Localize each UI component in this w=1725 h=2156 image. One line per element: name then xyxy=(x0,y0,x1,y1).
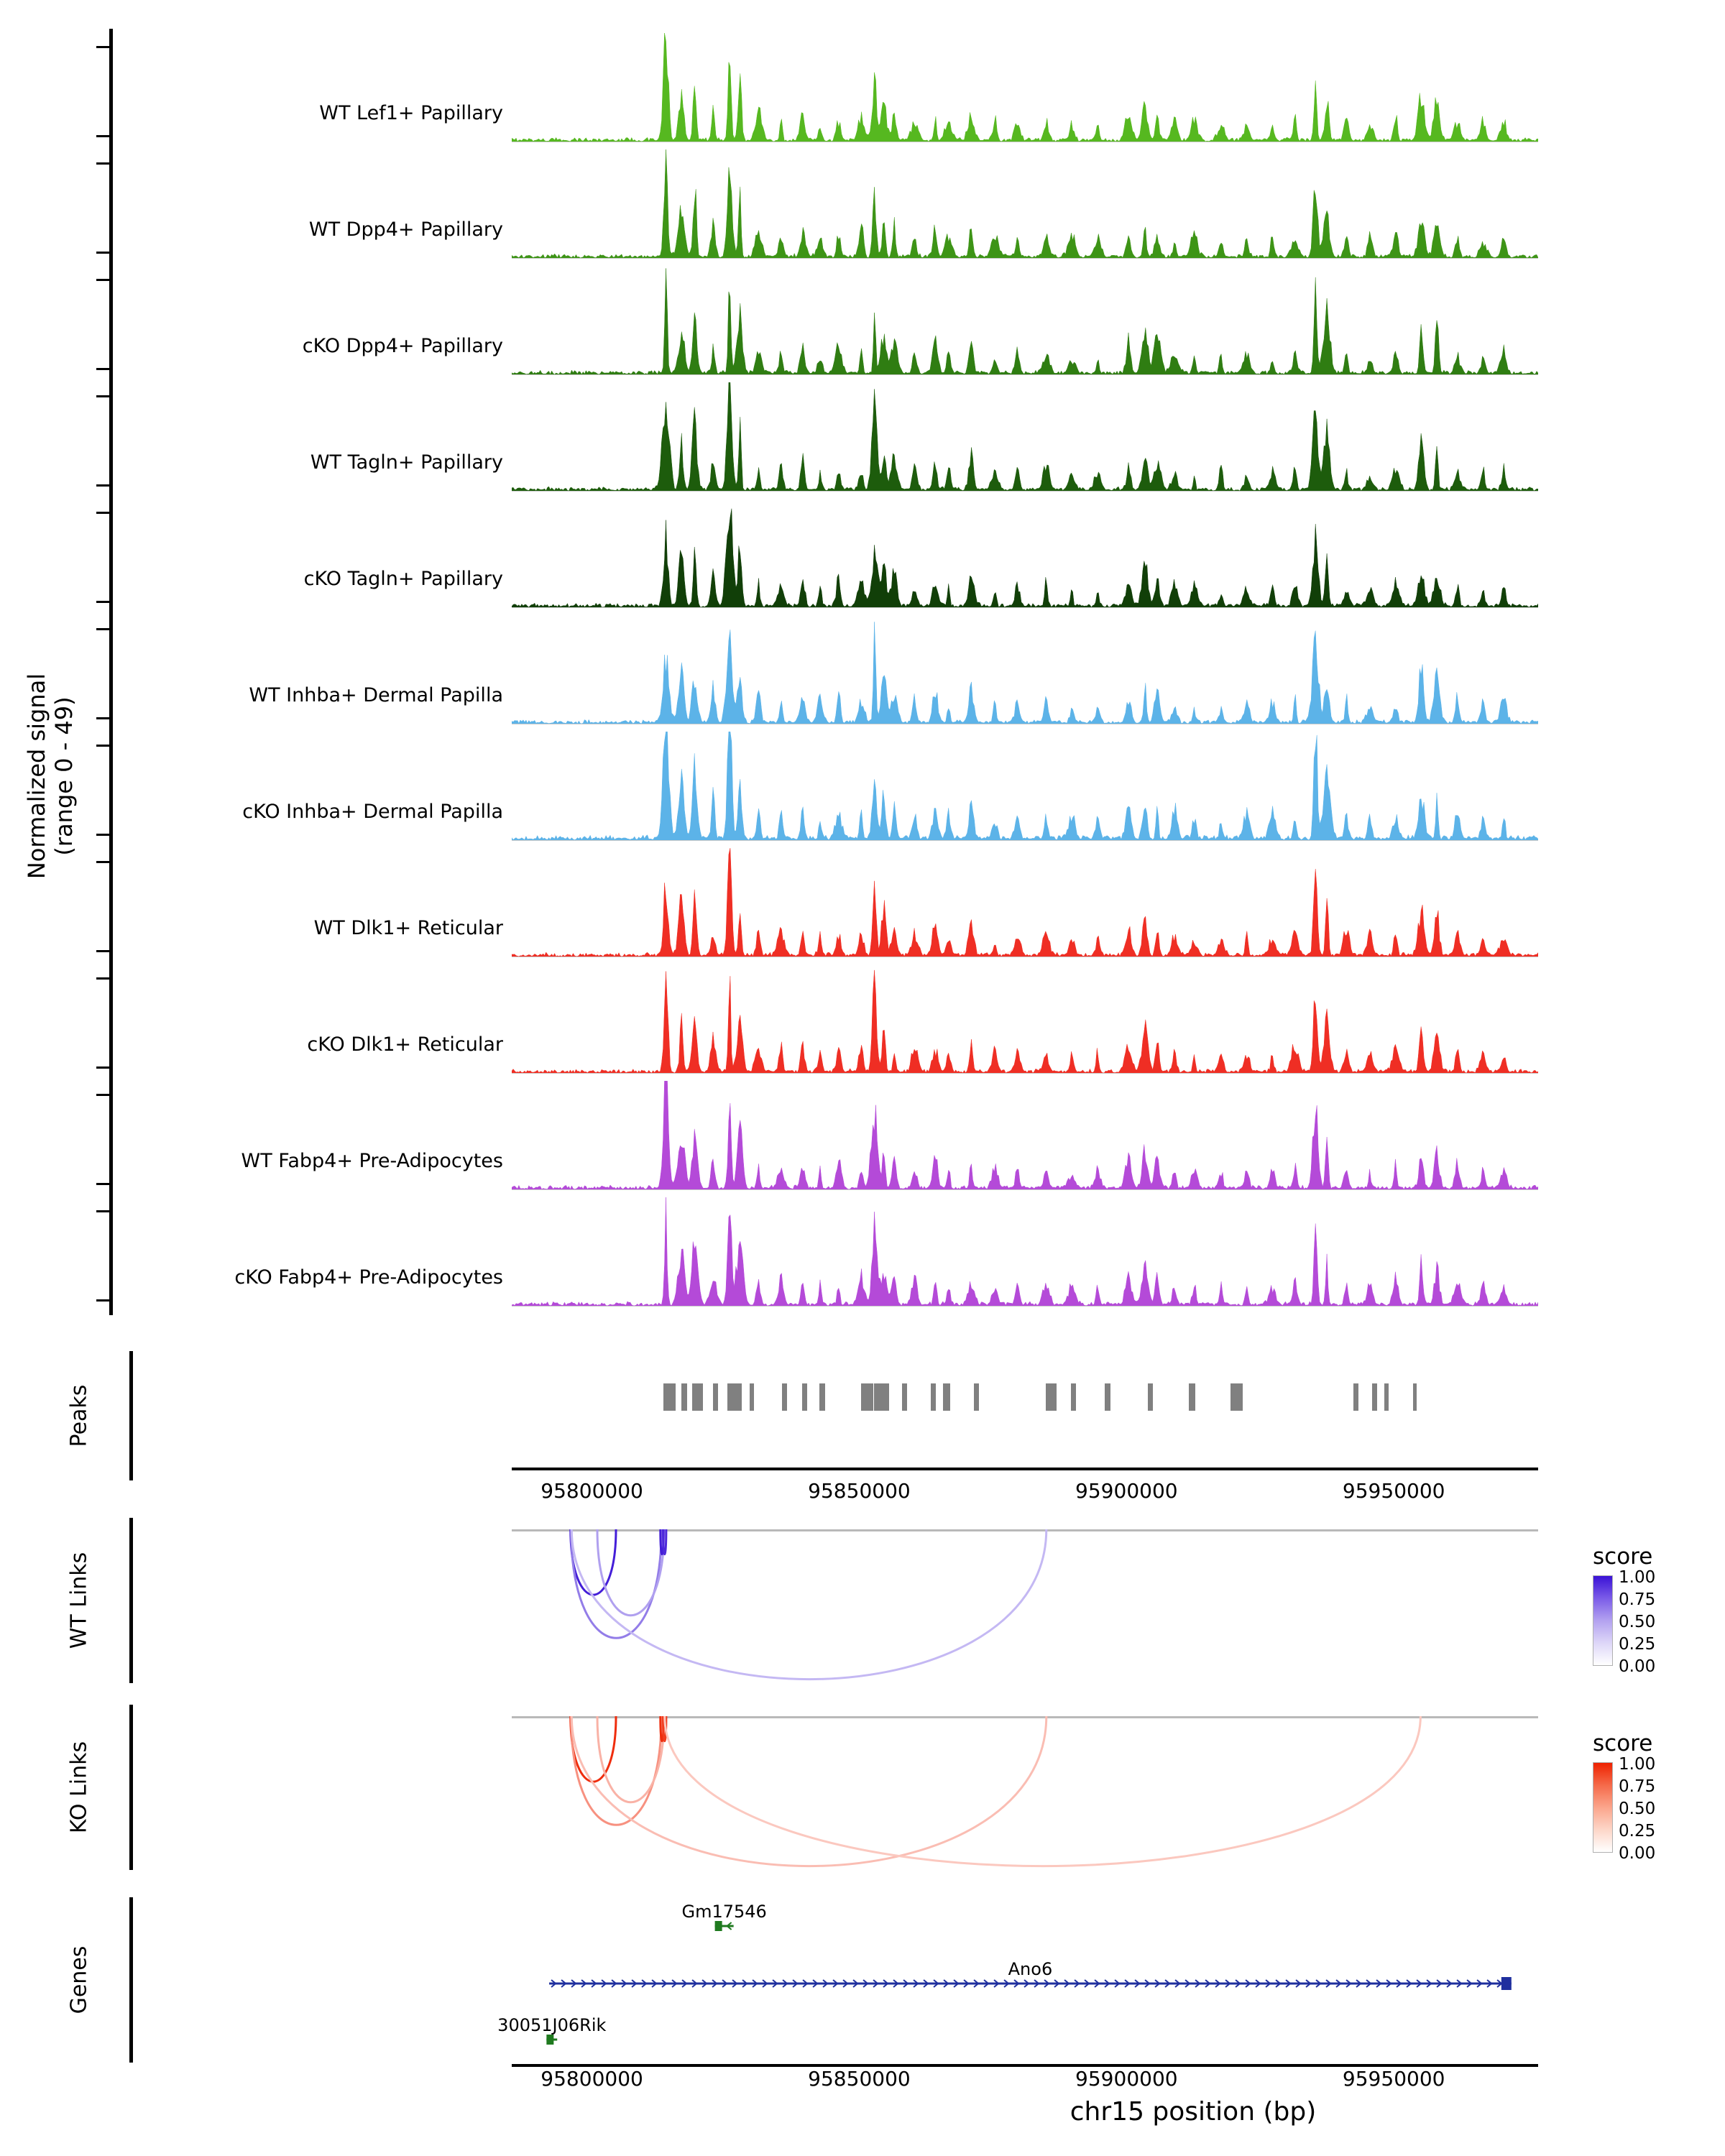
coverage-tick-6-0 xyxy=(96,745,109,747)
x-tick-label-bottom-3: 95950000 xyxy=(1342,2067,1445,2091)
gene-label-Gm17546: Gm17546 xyxy=(681,1902,767,1922)
peak-block xyxy=(1105,1383,1110,1411)
coverage-tick-0-0 xyxy=(96,46,109,48)
genes-panel-label: Genes xyxy=(66,1945,92,2014)
genes-track xyxy=(512,1897,1538,2064)
track-baseline-2 xyxy=(512,374,1538,376)
track-label-2: cKO Dpp4+ Papillary xyxy=(302,335,503,357)
coverage-tick-7-1 xyxy=(96,950,109,952)
wt-links-panel-label: WT Links xyxy=(66,1552,92,1649)
x-tick-label-top-1: 95850000 xyxy=(808,1479,911,1503)
ko-link-arc xyxy=(597,1716,664,1802)
ko-score-legend-title: score xyxy=(1593,1731,1653,1756)
coverage-tick-8-1 xyxy=(96,1067,109,1069)
peak-block xyxy=(1230,1383,1243,1411)
x-axis-line-top xyxy=(512,1468,1538,1470)
wt-link-arc xyxy=(571,1529,1046,1680)
genes-panel-divider xyxy=(129,1897,133,2063)
coverage-tick-1-0 xyxy=(96,162,109,165)
track-baseline-10 xyxy=(512,1306,1538,1307)
ko-link-arc xyxy=(665,1716,1421,1866)
wt-links-panel-divider xyxy=(129,1518,133,1683)
y-axis-title-line2: (range 0 - 49) xyxy=(50,696,78,856)
track-baseline-5 xyxy=(512,724,1538,725)
peak-block xyxy=(1189,1383,1195,1411)
coverage-signal-7 xyxy=(512,848,1538,957)
track-label-5: WT Inhba+ Dermal Papilla xyxy=(249,684,503,706)
track-baseline-6 xyxy=(512,840,1538,842)
legend-tick-0-2: 0.50 xyxy=(1619,1613,1656,1631)
peak-block xyxy=(727,1383,742,1411)
peak-block xyxy=(1071,1383,1076,1411)
coverage-signal-6 xyxy=(512,732,1538,841)
coverage-track-10 xyxy=(512,1197,1538,1307)
peak-block xyxy=(1148,1383,1153,1411)
coverage-track-5 xyxy=(512,615,1538,724)
legend-tick-1-3: 0.25 xyxy=(1619,1822,1656,1841)
x-tick-label-bottom-0: 95800000 xyxy=(540,2067,643,2091)
coverage-tick-6-1 xyxy=(96,834,109,836)
track-label-3: WT Tagln+ Papillary xyxy=(310,451,503,474)
coverage-track-4 xyxy=(512,499,1538,608)
peak-block xyxy=(974,1383,979,1411)
x-tick-label-top-2: 95900000 xyxy=(1075,1479,1178,1503)
legend-tick-1-0: 1.00 xyxy=(1619,1755,1656,1774)
coverage-tick-9-1 xyxy=(96,1183,109,1185)
peak-block xyxy=(692,1383,702,1411)
coverage-signal-5 xyxy=(512,615,1538,724)
legend-tick-1-1: 0.75 xyxy=(1619,1777,1656,1796)
wt-score-legend-title: score xyxy=(1593,1544,1653,1570)
coverage-tick-2-1 xyxy=(96,368,109,370)
peak-block xyxy=(874,1383,889,1411)
wt-link-arc xyxy=(597,1529,664,1616)
coverage-signal-9 xyxy=(512,1081,1538,1190)
x-tick-label-bottom-1: 95850000 xyxy=(808,2067,911,2091)
peak-block xyxy=(681,1383,688,1411)
coverage-signal-10 xyxy=(512,1197,1538,1307)
peak-block-group xyxy=(512,1383,1538,1411)
gene-exon xyxy=(1501,1977,1512,1990)
x-tick-label-bottom-2: 95900000 xyxy=(1075,2067,1178,2091)
track-baseline-9 xyxy=(512,1189,1538,1191)
coverage-signal-3 xyxy=(512,382,1538,492)
coverage-track-8 xyxy=(512,964,1538,1074)
peak-block xyxy=(1384,1383,1389,1411)
track-label-8: cKO Dlk1+ Reticular xyxy=(307,1033,503,1056)
coverage-track-9 xyxy=(512,1081,1538,1190)
peak-block xyxy=(1353,1383,1358,1411)
gene-exon xyxy=(546,2035,553,2045)
coverage-signal-1 xyxy=(512,149,1538,259)
peaks-panel-label: Peaks xyxy=(66,1384,92,1447)
coverage-tick-10-1 xyxy=(96,1299,109,1302)
coverage-track-3 xyxy=(512,382,1538,492)
ko-links-panel-divider xyxy=(129,1705,133,1870)
track-baseline-4 xyxy=(512,607,1538,609)
coverage-tick-5-1 xyxy=(96,717,109,719)
coverage-tick-1-1 xyxy=(96,252,109,254)
legend-tick-0-0: 1.00 xyxy=(1619,1568,1656,1587)
track-label-7: WT Dlk1+ Reticular xyxy=(313,917,503,939)
ko-link-arc xyxy=(571,1716,1046,1866)
coverage-tick-2-0 xyxy=(96,279,109,281)
track-baseline-7 xyxy=(512,957,1538,958)
legend-tick-1-2: 0.50 xyxy=(1619,1800,1656,1818)
ko-links-panel-label: KO Links xyxy=(66,1741,92,1834)
peak-block xyxy=(943,1383,950,1411)
track-baseline-3 xyxy=(512,491,1538,492)
coverage-signal-2 xyxy=(512,266,1538,375)
peak-block xyxy=(1372,1383,1377,1411)
gene-exon xyxy=(715,1921,722,1931)
coverage-track-7 xyxy=(512,848,1538,957)
track-label-0: WT Lef1+ Papillary xyxy=(319,102,503,124)
legend-tick-0-3: 0.25 xyxy=(1619,1635,1656,1654)
gene-label-Ano6: Ano6 xyxy=(1008,1959,1053,1979)
peaks-track xyxy=(512,1383,1538,1411)
x-tick-label-top-3: 95950000 xyxy=(1342,1479,1445,1503)
gene-label-30051J06Rik: 30051J06Rik xyxy=(497,2015,607,2035)
wt-score-legend-gradient xyxy=(1593,1575,1613,1666)
track-label-6: cKO Inhba+ Dermal Papilla xyxy=(242,801,503,823)
coverage-tick-4-1 xyxy=(96,601,109,603)
coverage-track-2 xyxy=(512,266,1538,375)
coverage-tick-3-1 xyxy=(96,484,109,487)
peak-block xyxy=(1413,1383,1417,1411)
coverage-signal-4 xyxy=(512,499,1538,608)
coverage-tick-9-0 xyxy=(96,1094,109,1096)
x-tick-label-top-0: 95800000 xyxy=(540,1479,643,1503)
legend-tick-0-1: 0.75 xyxy=(1619,1590,1656,1609)
legend-tick-0-4: 0.00 xyxy=(1619,1657,1656,1676)
coverage-signal-8 xyxy=(512,964,1538,1074)
coverage-tick-5-0 xyxy=(96,628,109,630)
peak-block xyxy=(782,1383,787,1411)
track-label-10: cKO Fabp4+ Pre-Adipocytes xyxy=(234,1266,503,1289)
peak-block xyxy=(861,1383,873,1411)
y-axis-title xyxy=(23,673,78,879)
coverage-tick-7-0 xyxy=(96,861,109,863)
peak-block xyxy=(1046,1383,1057,1411)
track-label-1: WT Dpp4+ Papillary xyxy=(308,218,503,241)
coverage-track-6 xyxy=(512,732,1538,841)
coverage-panel-bracket xyxy=(109,29,113,1315)
peak-block xyxy=(931,1383,936,1411)
peak-block xyxy=(802,1383,807,1411)
peak-block xyxy=(819,1383,824,1411)
track-label-4: cKO Tagln+ Papillary xyxy=(303,568,503,590)
coverage-tick-0-1 xyxy=(96,135,109,137)
ko-score-legend-gradient xyxy=(1593,1762,1613,1853)
peaks-panel-divider xyxy=(129,1351,133,1480)
coverage-track-0 xyxy=(512,33,1538,142)
peak-block xyxy=(902,1383,907,1411)
peak-block xyxy=(663,1383,676,1411)
x-axis-title: chr15 position (bp) xyxy=(1070,2097,1317,2127)
peak-block xyxy=(713,1383,718,1411)
wt-links-arcs xyxy=(512,1529,1538,1682)
y-axis-title-line1: Normalized signal xyxy=(23,673,50,880)
coverage-tick-3-0 xyxy=(96,395,109,397)
coverage-tick-10-0 xyxy=(96,1210,109,1212)
track-baseline-0 xyxy=(512,142,1538,143)
coverage-signal-0 xyxy=(512,33,1538,142)
legend-tick-1-4: 0.00 xyxy=(1619,1844,1656,1863)
track-baseline-8 xyxy=(512,1073,1538,1074)
coverage-tick-4-0 xyxy=(96,512,109,514)
peak-block xyxy=(750,1383,754,1411)
ko-links-arcs xyxy=(512,1716,1538,1869)
track-baseline-1 xyxy=(512,258,1538,259)
coverage-track-1 xyxy=(512,149,1538,259)
coverage-tick-8-0 xyxy=(96,977,109,980)
track-label-9: WT Fabp4+ Pre-Adipocytes xyxy=(241,1150,503,1172)
